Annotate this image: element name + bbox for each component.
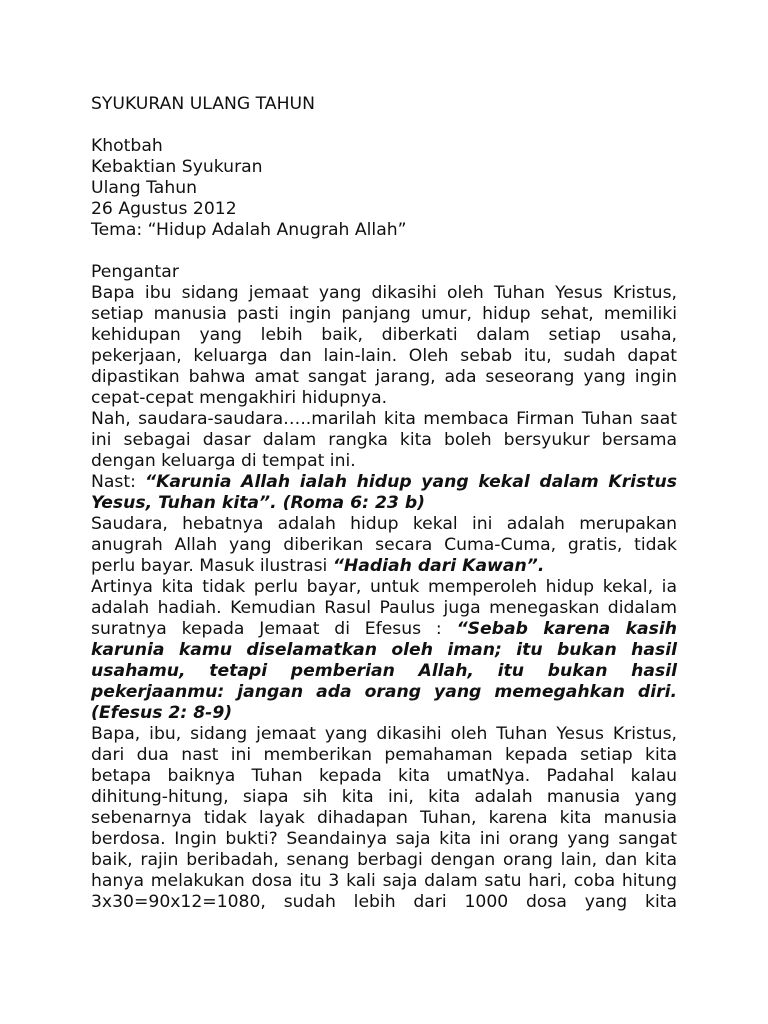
nast-label: Nast: (91, 472, 146, 492)
nast-quote: “Karunia Allah ialah hidup yang kekal dalam Kristus Yesus, Tuhan kita”. (Roma 6: 23 b) (91, 472, 677, 513)
paragraph-4-text: Saudara, hebatnya adalah hidup kekal ini adalah merupakan anugrah Allah yang diberikan secara Cuma-Cuma, gratis, tidak perlu bayar. Masuk ilustrasi (91, 514, 677, 576)
efesus-quote: “Sebab karena kasih karunia kamu diselamatkan oleh iman; itu bukan hasil usahamu, tetapi pemberian Allah, itu bukan hasil pekerjaanmu: jangan ada orang yang memegahkan diri. (Efesus 2: 8-9) (91, 619, 677, 723)
header-line-khotbah: Khotbah (91, 136, 163, 156)
paragraph-2: Nah, saudara-saudara…..marilah kita membaca Firman Tuhan saat ini sebagai dasar dalam rangka kita boleh bersyukur bersama dengan keluarga di tempat ini. (91, 409, 677, 471)
header-line-date: 26 Agustus 2012 (91, 199, 237, 219)
header-line-theme: Tema: “Hidup Adalah Anugrah Allah” (91, 220, 407, 240)
header-line-ulang-tahun: Ulang Tahun (91, 178, 198, 198)
spacer (91, 115, 677, 136)
paragraph-4 (91, 514, 677, 577)
section-heading: Pengantar (91, 262, 179, 282)
document-title: SYUKURAN ULANG TAHUN (91, 94, 315, 114)
document-page (91, 94, 677, 913)
header-line-kebaktian: Kebaktian Syukuran (91, 157, 263, 177)
illustration-title: “Hadiah dari Kawan”. (332, 556, 545, 576)
paragraph-1: Bapa ibu sidang jemaat yang dikasihi oleh Tuhan Yesus Kristus, setiap manusia pasti ingin panjang umur, hidup sehat, memiliki kehidupan yang lebih baik, diberkati dalam setiap usaha, pekerjaan, keluarga dan lain-lain. Oleh sebab itu, sudah dapat dipastikan bahwa amat sangat jarang, ada seseorang yang ingin cepat-cepat mengakhiri hidupnya. (91, 283, 677, 408)
paragraph-nast (91, 472, 677, 514)
paragraph-6: Bapa, ibu, sidang jemaat yang dikasihi oleh Tuhan Yesus Kristus, dari dua nast ini memberikan pemahaman kepada setiap kita betapa baiknya Tuhan kepada kita umatNya. Padahal kalau dihitung-hitung, siapa sih kita ini, kita adalah manusia yang sebenarnya tidak layak dihadapan Tuhan, karena kita manusia berdosa. Ingin bukti? Seandainya saja kita ini orang yang sangat baik, rajin beribadah, senang berbagi dengan orang lain, dan kita hanya melakukan dosa itu 3 kali saja dalam satu hari, coba hitung 3x30=90x12=1080, sudah lebih dari 1000 dosa yang kita (91, 724, 677, 912)
paragraph-5 (91, 577, 677, 724)
paragraph-5-text: Artinya kita tidak perlu bayar, untuk memperoleh hidup kekal, ia adalah hadiah. Kemudian Rasul Paulus juga menegaskan didalam suratnya kepada Jemaat di Efesus : (91, 577, 677, 639)
spacer (91, 241, 677, 262)
